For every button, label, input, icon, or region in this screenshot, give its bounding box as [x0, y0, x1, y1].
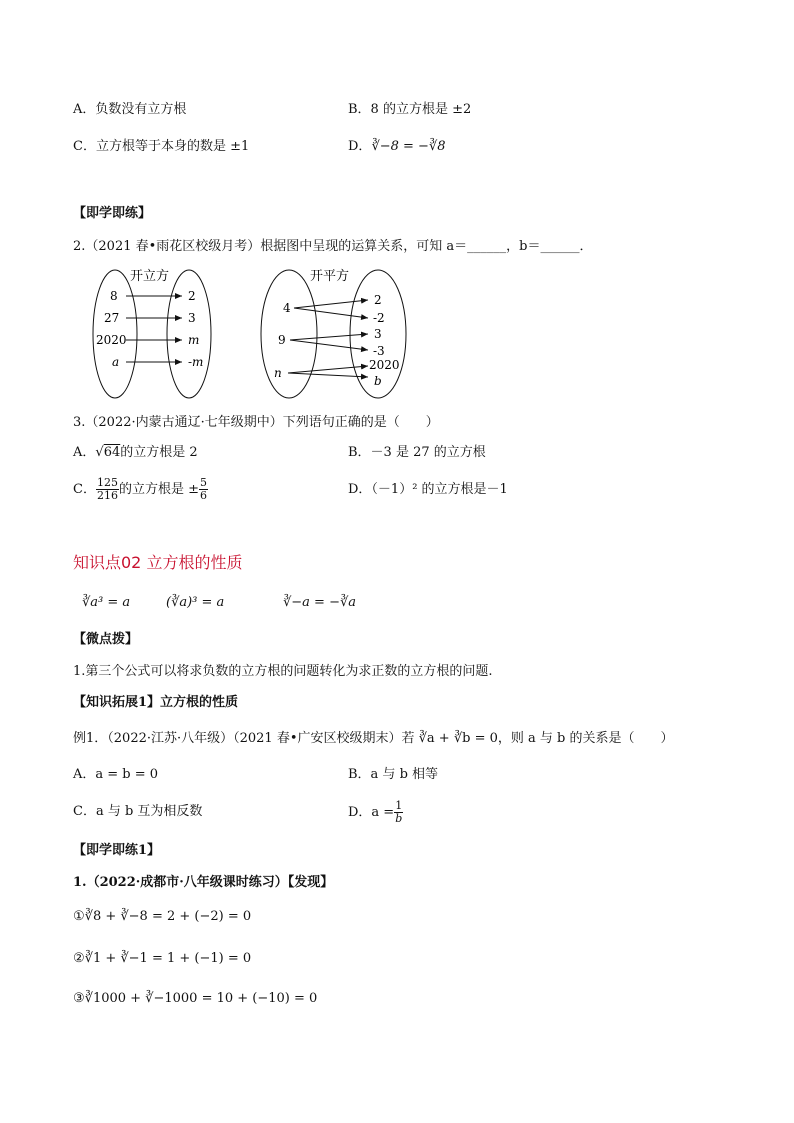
q3-option-d: D．（－1）² 的立方根是－1: [348, 482, 508, 497]
right-output-5: 2020: [369, 358, 400, 372]
q3-option-a-tail: 的立方根是 2: [120, 445, 198, 460]
practice-1-header: 【即学即练1】: [73, 843, 161, 858]
right-output-6: b: [374, 374, 382, 388]
left-output-1: 2: [188, 289, 196, 303]
left-input-4: a: [112, 355, 120, 369]
left-output-4: -m: [188, 355, 204, 369]
q1-option-d-label: D．: [348, 139, 372, 154]
practice-1-equation-2: ②∛1 + ∛−1 = 1 + (−1) = 0: [73, 951, 252, 966]
q3-text: 3.（2022·内蒙古通辽·七年级期中）下列语句正确的是（ ）: [73, 415, 439, 430]
practice-1-equation-3: ③∛1000 + ∛−1000 = 10 + (−10) = 0: [73, 991, 318, 1006]
example-1-option-c: C．a 与 b 互为相反数: [73, 804, 203, 819]
left-input-3: 2020: [96, 333, 127, 347]
left-input-2: 27: [104, 311, 120, 325]
practice-1-equation-1: ①∛8 + ∛−8 = 2 + (−2) = 0: [73, 909, 252, 924]
right-diagram-title: 开平方: [310, 269, 350, 284]
extension-header: 【知识拓展1】立方根的性质: [73, 695, 239, 710]
right-output-2: -2: [373, 311, 385, 325]
sqrt-sign: √: [95, 445, 104, 460]
q2-text: 2.（2021 春•雨花区校级月考）根据图中呈现的运算关系，可知 a＝______，b＝______．: [73, 239, 593, 254]
q3-option-b: B．－3 是 27 的立方根: [348, 445, 486, 460]
example-1-option-a: A．a = b = 0: [73, 767, 159, 782]
example-1-option-b: B．a 与 b 相等: [348, 767, 439, 782]
left-output-3: m: [188, 333, 200, 347]
practice-1-question: 1.（2022·成都市·八年级课时练习）【发现】: [73, 875, 334, 890]
tip-header: 【微点拨】: [73, 632, 139, 647]
q3-option-c-middle: 的立方根是 ±: [118, 482, 199, 497]
tip-text: 1.第三个公式可以将求负数的立方根的问题转化为求正数的立方根的问题.: [73, 664, 493, 679]
example-1-option-d-fraction: $\frac{1}{b}$: [395, 799, 403, 825]
q3-option-a-radicand: 64: [103, 445, 121, 460]
q1-option-a: A．负数没有立方根: [73, 102, 187, 117]
example-1-option-d-label: D．a =: [348, 805, 395, 820]
left-output-2: 3: [188, 311, 196, 325]
formula-1: ∛a³ = a: [82, 595, 131, 610]
formula-2: (∛a)³ = a: [166, 595, 225, 610]
left-diagram-title: 开立方: [130, 269, 170, 284]
q1-option-c: C．立方根等于本身的数是 ±1: [73, 139, 250, 154]
practice-header: 【即学即练】: [73, 206, 152, 221]
q1-option-d: [348, 138, 446, 156]
q3-option-c-fraction-1: $\frac{125}{216}$: [96, 476, 118, 502]
q3-option-a: [73, 444, 198, 462]
q1-option-b: B．8 的立方根是 ±2: [348, 102, 472, 117]
q3-option-c-fraction-2: $\frac{5}{6}$: [199, 476, 207, 502]
example-1-option-d: [348, 795, 403, 831]
right-output-3: 3: [374, 327, 382, 341]
right-input-1: 4: [283, 301, 291, 315]
right-output-1: 2: [374, 293, 382, 307]
q3-option-c-label: C．: [73, 482, 96, 497]
left-input-1: 8: [110, 289, 118, 303]
q3-option-c: [73, 472, 208, 508]
right-output-4: -3: [373, 344, 385, 358]
example-1-text: 例1．（2022·江苏·八年级）（2021 春•广安区校级期末）若 ∛a + ∛b = 0，则 a 与 b 的关系是（ ）: [73, 731, 674, 746]
section-title: 知识点02 立方根的性质: [73, 553, 243, 572]
q1-option-d-expr: ∛−8 = −∛8: [371, 139, 446, 154]
right-input-2: 9: [278, 333, 286, 347]
q3-option-a-label: A．: [73, 445, 96, 460]
mapping-diagram: [88, 262, 418, 402]
formula-3: ∛−a = −∛a: [283, 595, 357, 610]
right-input-3: n: [274, 366, 282, 380]
